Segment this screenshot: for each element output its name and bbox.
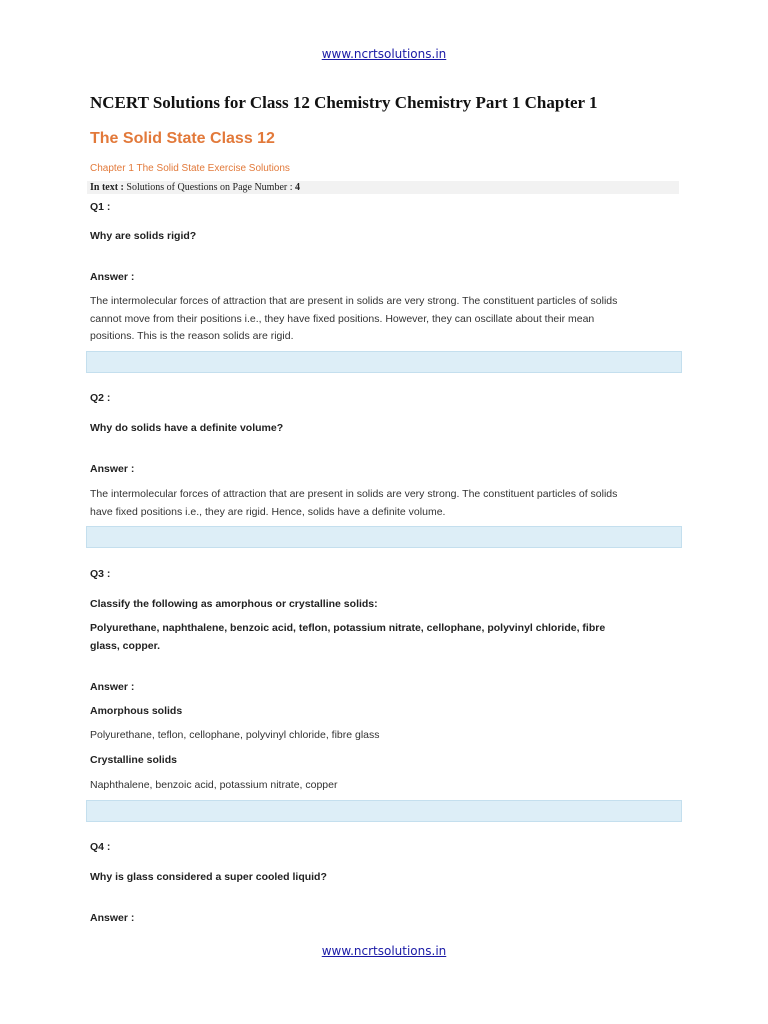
separator-bar bbox=[86, 800, 682, 822]
intext-bar bbox=[87, 181, 679, 194]
amorphous-heading: Amorphous solids bbox=[90, 705, 183, 717]
q3-answer-label: Answer : bbox=[90, 681, 135, 693]
q3-question-line: glass, copper. bbox=[90, 639, 161, 652]
q1-label: Q1 : bbox=[90, 201, 111, 213]
crystalline-heading: Crystalline solids bbox=[90, 754, 177, 766]
q3-label: Q3 : bbox=[90, 568, 111, 580]
q2-answer-line: The intermolecular forces of attraction that are present in solids are very strong. The constituent particles of solids bbox=[90, 488, 618, 500]
separator-bar bbox=[86, 526, 682, 548]
q1-answer-line: positions. This is the reason solids are rigid. bbox=[90, 330, 294, 342]
q2-answer-line: have fixed positions i.e., they are rigid. Hence, solids have a definite volume. bbox=[90, 505, 446, 518]
exercise-label: Chapter 1 The Solid State Exercise Solutions bbox=[90, 163, 290, 174]
crystalline-items: Naphthalene, benzoic acid, potassium nitrate, copper bbox=[90, 779, 338, 791]
q1-answer-text bbox=[90, 293, 670, 346]
q1-question: Why are solids rigid? bbox=[90, 230, 197, 242]
q2-answer-label: Answer : bbox=[90, 463, 135, 475]
section-title: The Solid State Class 12 bbox=[90, 130, 275, 147]
site-link-footer[interactable]: www.ncrtsolutions.in bbox=[321, 944, 447, 958]
separator-bar bbox=[86, 351, 682, 373]
q1-answer-line: cannot move from their positions i.e., they have fixed positions. However, they can oscillate about their mean bbox=[90, 312, 595, 325]
q3-question: Classify the following as amorphous or crystalline solids: bbox=[90, 598, 378, 610]
q4-label: Q4 : bbox=[90, 841, 111, 853]
q4-question: Why is glass considered a super cooled liquid? bbox=[90, 871, 327, 883]
q3-question-line: Polyurethane, naphthalene, benzoic acid, teflon, potassium nitrate, cellophane, polyvinyl chloride, fibre bbox=[90, 622, 606, 634]
q3-question-detail bbox=[90, 620, 670, 655]
q2-label: Q2 : bbox=[90, 392, 111, 404]
intext-text: Solutions of Questions on Page Number : bbox=[126, 182, 293, 193]
q4-answer-label: Answer : bbox=[90, 912, 135, 924]
intext-page-number: 4 bbox=[295, 182, 300, 193]
site-link-header[interactable]: www.ncrtsolutions.in bbox=[321, 47, 447, 61]
q1-answer-line: The intermolecular forces of attraction that are present in solids are very strong. The constituent particles of solids bbox=[90, 295, 618, 307]
q2-question: Why do solids have a definite volume? bbox=[90, 422, 284, 434]
q1-answer-label: Answer : bbox=[90, 271, 135, 283]
amorphous-items: Polyurethane, teflon, cellophane, polyvinyl chloride, fibre glass bbox=[90, 729, 380, 741]
intext-prefix: In text : bbox=[90, 182, 124, 193]
q2-answer-text bbox=[90, 486, 670, 521]
document-title: NCERT Solutions for Class 12 Chemistry Chemistry Part 1 Chapter 1 bbox=[90, 93, 598, 112]
